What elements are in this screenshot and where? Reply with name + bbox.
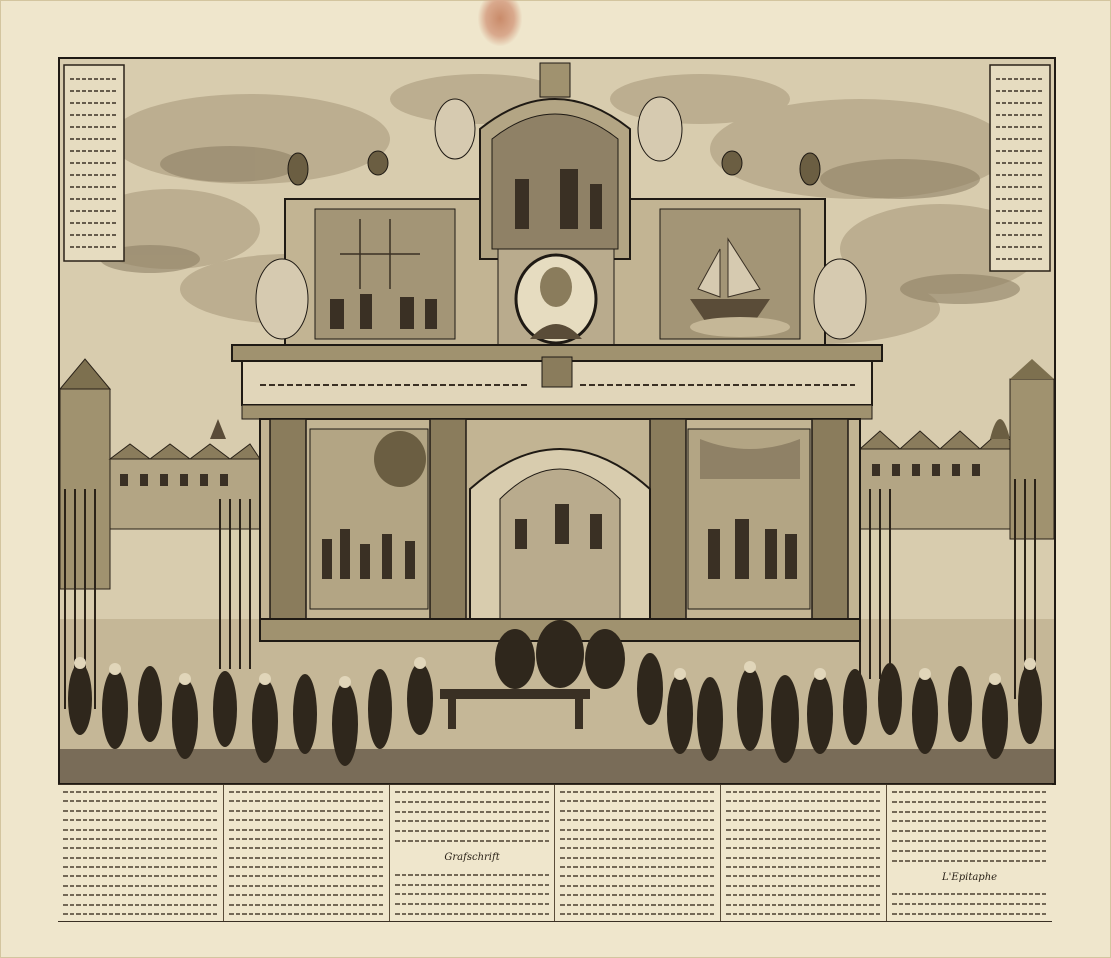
caption-heading: L'Epitaphe [942, 871, 998, 883]
arch-entablature [232, 345, 882, 419]
engraving-scene [60, 59, 1054, 783]
caption-column [223, 785, 389, 921]
engraving-frame [58, 57, 1056, 785]
right-tablet [990, 65, 1050, 271]
left-tablet [64, 65, 124, 261]
arch-body [260, 419, 860, 641]
caption-text-block [58, 784, 1052, 922]
caption-column [554, 785, 720, 921]
caption-column [58, 785, 223, 921]
caption-column [886, 785, 1052, 921]
caption-column [720, 785, 886, 921]
caption-heading: Grafschrift [444, 851, 500, 863]
paper-stain [478, 0, 522, 46]
caption-column [389, 785, 555, 921]
